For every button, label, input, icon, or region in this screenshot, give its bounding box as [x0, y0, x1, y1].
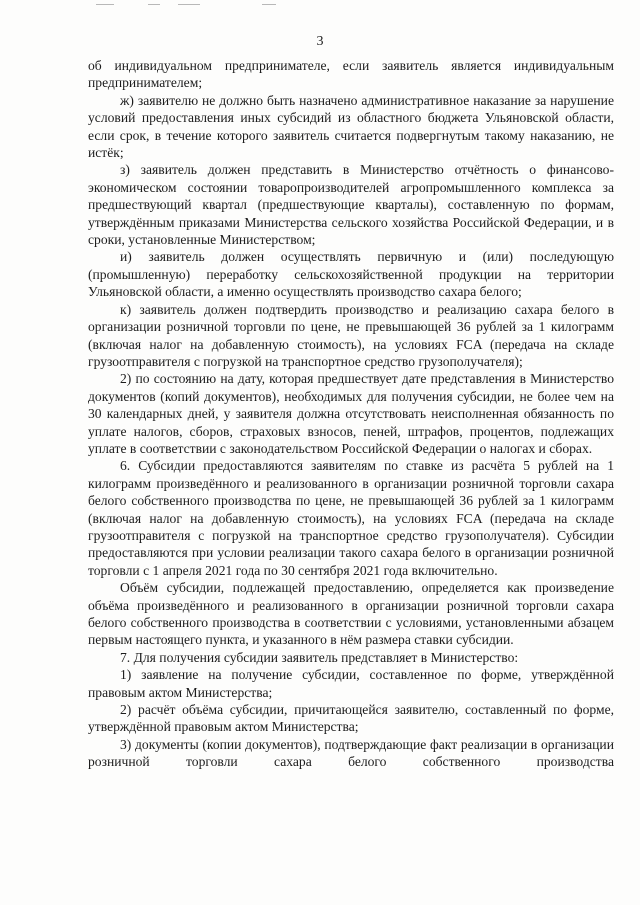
paragraph: 3) документы (копии документов), подтверждающие факт реализации в организации розничной торговли сахара белого собственного производства [88, 736, 614, 770]
scan-artifact [96, 4, 114, 5]
paragraph: 2) по состоянию на дату, которая предшествует дате представления в Министерство документов (копий документов), необходимых для получения субсидии, не более чем на 30 календарных дней, у заявителя должна отсутствовать неисполненная обязанность по уплате налогов, сборов, страховых взносов, пеней, штрафов, процентов, подлежащих уплате в соответствии с законодательством Российской Федерации о налогах и сборах. [88, 371, 614, 456]
paragraph: об индивидуальном предпринимателе, если заявитель является индивидуальным предпринимателем; [88, 58, 614, 91]
body-text [88, 57, 614, 771]
scan-artifact [262, 4, 276, 5]
paragraph: 1) заявление на получение субсидии, составленное по форме, утверждённой правовым актом Министерства; [88, 667, 614, 700]
paragraph: и) заявитель должен осуществлять первичную и (или) последующую (промышленную) переработку сельскохозяйственной продукции на территории Ульяновской области, а именно осуществлять производство сахара белого; [88, 249, 614, 300]
paragraph: ж) заявителю не должно быть назначено административное наказание за нарушение условий предоставления иных субсидий из областного бюджета Ульяновской области, если срок, в течение которого заявитель считается подвергнутым такому наказанию, не истёк; [88, 92, 614, 161]
paragraph: 7. Для получения субсидии заявитель представляет в Министерство: [120, 649, 519, 665]
paragraph: к) заявитель должен подтвердить производство и реализацию сахара белого в организации розничной торговли по цене, не превышающей 36 рублей за 1 килограмм (включая налог на добавленную стоимость), на условиях FCA (передача на складе грузоотправителя с погрузкой на транспортное средство грузополучателя); [88, 301, 614, 369]
paragraph: 6. Субсидии предоставляются заявителям по ставке из расчёта 5 рублей на 1 килограмм произведённого и реализованного в организации розничной торговли сахара белого собственного производства по цене, не превышающей 36 рублей за 1 килограмм (включая налог на добавленную стоимость), на условиях FCA (передача на складе грузоотправителя с погрузкой на транспортное средство грузополучателя). Субсидии предоставляются при условии реализации такого сахара белого в организации розничной торговли с 1 апреля 2021 года по 30 сентября 2021 года включительно. [88, 458, 614, 578]
scan-artifact [178, 4, 200, 5]
paragraph: Объём субсидии, подлежащей предоставлению, определяется как произведение объёма произведённого и реализованного в организации розничной торговли сахара белого собственного производства в соответствии с условиями, установленными абзацем первым настоящего пункта, и указанного в нём размера ставки субсидии. [88, 580, 614, 648]
paragraph: з) заявитель должен представить в Министерство отчётность о финансово-экономическом состоянии товаропроизводителей агропромышленного комплекса за предшествующий квартал (предшествующие кварталы), составленную по формам, утверждённым приказами Министерства сельского хозяйства Российской Федерации, и в сроки, установленные Министерством; [88, 162, 614, 248]
paragraph: 2) расчёт объёма субсидии, причитающейся заявителю, составленный по форме, утверждённой правовым актом Министерства; [88, 702, 614, 735]
scan-artifact [148, 4, 160, 5]
page-number: 3 [316, 34, 324, 49]
